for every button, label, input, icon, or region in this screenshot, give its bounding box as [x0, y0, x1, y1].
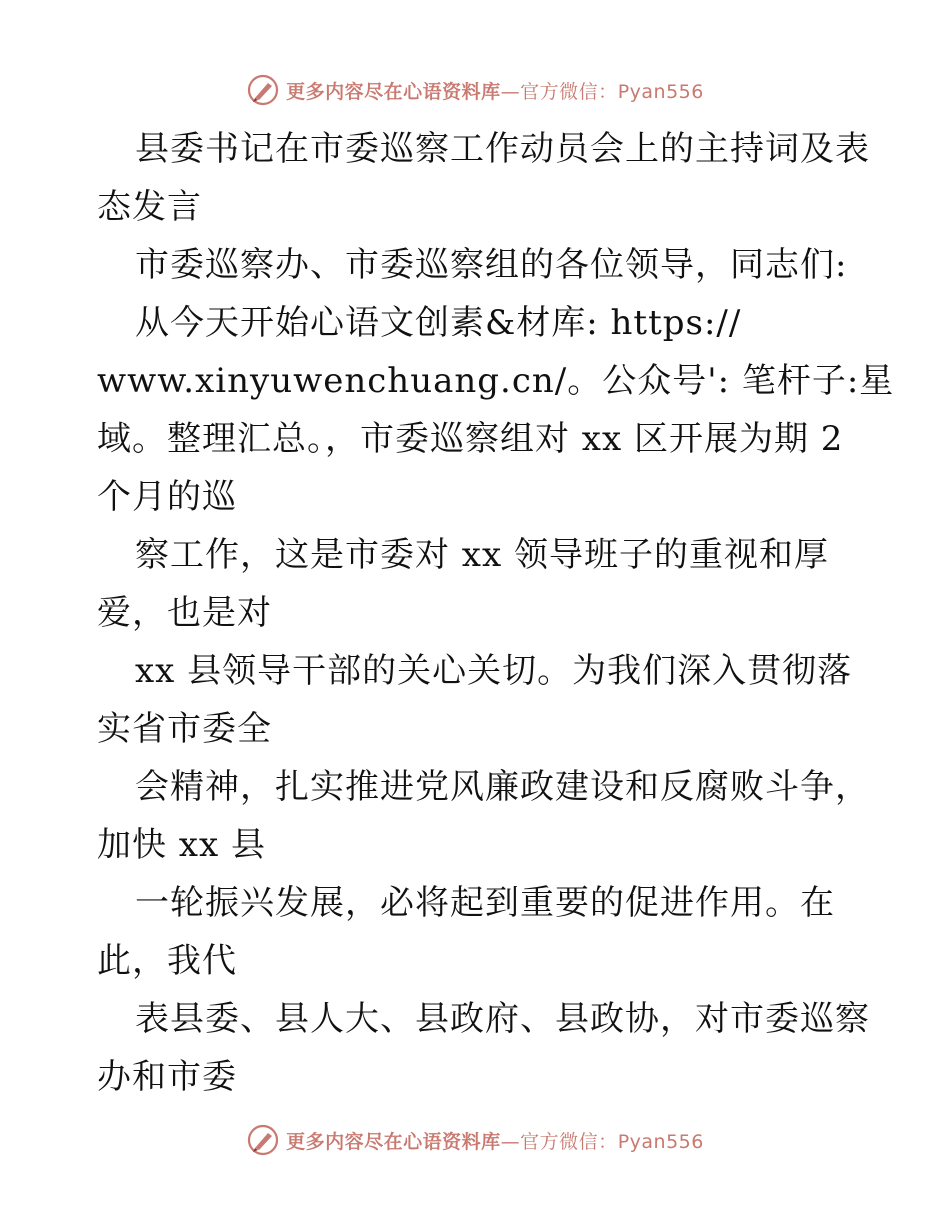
text-line: 加快 xx 县 [97, 825, 266, 865]
banner-dash: — [500, 80, 521, 103]
text-line: 从今天开始心语文创素&材库: https:// [135, 303, 742, 343]
pen-quill-icon [246, 1123, 280, 1157]
text-line: xx 县领导干部的关心关切。为我们深入贯彻落 [135, 651, 853, 691]
text-line: 察工作，这是市委对 xx 领导班子的重视和厚 [135, 535, 829, 575]
banner-dash: — [500, 1130, 521, 1153]
text-line: www.xinyuwenchuang.cn/。公众号': 笔杆子:星 [97, 361, 895, 401]
footer-banner [0, 1120, 950, 1160]
banner-wechat-id: Pyan556 [617, 80, 704, 103]
text-line: 市委巡察办、市委巡察组的各位领导，同志们: [135, 245, 848, 285]
text-line: 个月的巡 [97, 477, 237, 517]
text-line: 会精神，扎实推进党风廉政建设和反腐败斗争， [135, 767, 870, 807]
text-line: 县委书记在市委巡察工作动员会上的主持词及表 [135, 129, 870, 169]
header-banner [0, 70, 950, 110]
text-line: 域。整理汇总。，市委巡察组对 xx 区开展为期 2 [97, 419, 844, 459]
text-line: 爱，也是对 [97, 593, 272, 633]
text-line: 表县委、县人大、县政府、县政协，对市委巡察 [135, 999, 870, 1039]
text-line: 态发言 [97, 187, 202, 227]
banner-text [286, 1127, 704, 1154]
banner-text [286, 77, 704, 104]
text-line: 办和市委 [97, 1057, 237, 1097]
banner-wechat-id: Pyan556 [617, 1130, 704, 1153]
text-line: 实省市委全 [97, 709, 272, 749]
banner-official-label: 官方微信： [520, 80, 618, 103]
document-body [97, 120, 895, 1106]
text-line: 此，我代 [97, 941, 237, 981]
banner-official-label: 官方微信： [520, 1130, 618, 1153]
banner-main-text: 更多内容尽在心语资料库 [286, 1130, 501, 1153]
banner-main-text: 更多内容尽在心语资料库 [286, 80, 501, 103]
text-line: 一轮振兴发展，必将起到重要的促进作用。在 [135, 883, 835, 923]
pen-quill-icon [246, 73, 280, 107]
